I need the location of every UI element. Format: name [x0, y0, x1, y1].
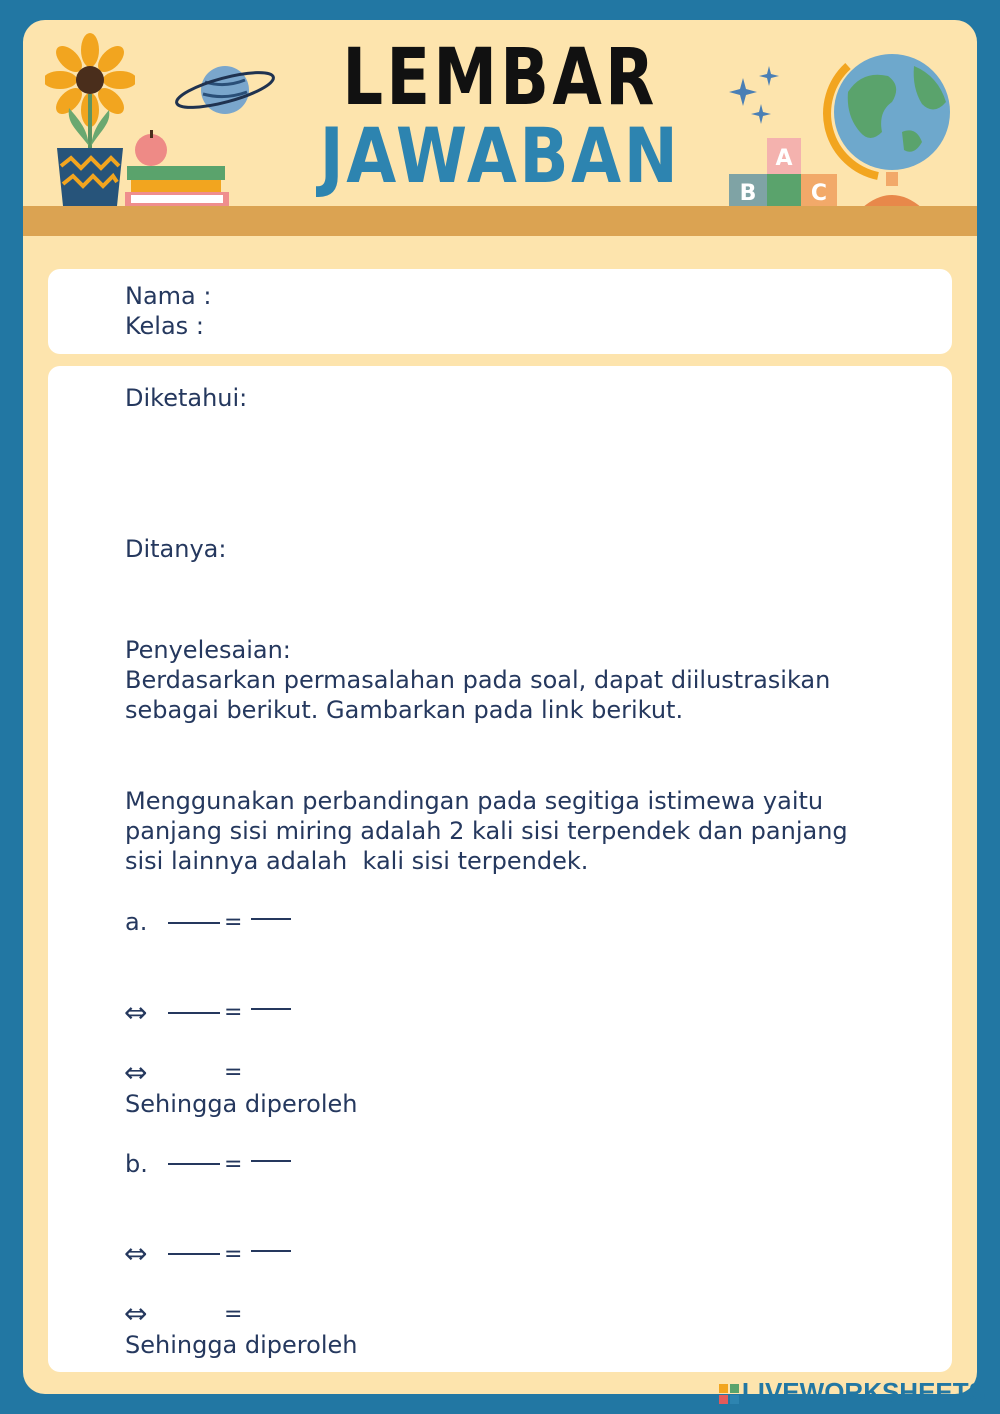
title-jawaban: JAWABAN	[319, 111, 681, 200]
part-a-fraction-bar-left	[168, 922, 220, 924]
part-a-fraction-bar-right	[251, 918, 291, 920]
part-a-fraction-bar-left-2	[168, 1012, 220, 1014]
part-a-fraction-bar-right-2	[251, 1008, 291, 1010]
part-b-fraction-bar-left	[168, 1163, 220, 1165]
part-b-arrow-1: ⇔	[124, 1237, 148, 1270]
part-b-fraction-bar-right	[251, 1160, 291, 1162]
globe-icon	[818, 46, 958, 208]
ratio-text-line1: Menggunakan perbandingan pada segitiga istimewa yaitu	[125, 787, 824, 815]
part-b-arrow-2: ⇔	[124, 1297, 148, 1330]
liveworksheets-watermark	[719, 1377, 986, 1408]
part-b-equals-3: =	[224, 1302, 243, 1327]
part-b-conclusion: Sehingga diperoleh	[125, 1331, 358, 1359]
asked-heading: Ditanya:	[125, 535, 227, 563]
ratio-text-line2: panjang sisi miring adalah 2 kali sisi terpendek dan panjang	[125, 817, 848, 845]
part-a-equals-2: =	[224, 1000, 243, 1025]
part-b-fraction-bar-right-2	[251, 1250, 291, 1252]
worksheet-paper	[23, 20, 977, 1394]
solution-text-line1: Berdasarkan permasalahan pada soal, dapat diilustrasikan	[125, 666, 831, 694]
part-b-equals-1: =	[224, 1152, 243, 1177]
block-letter-a: A	[775, 146, 793, 171]
title-lembar: LEMBAR	[342, 33, 658, 123]
ratio-text-line3: sisi lainnya adalah kali sisi terpendek.	[125, 847, 589, 875]
part-b-equals-2: =	[224, 1242, 243, 1267]
part-a-conclusion: Sehingga diperoleh	[125, 1090, 358, 1118]
class-label: Kelas :	[125, 312, 204, 340]
part-a-arrow-1: ⇔	[124, 996, 148, 1029]
part-a-arrow-2: ⇔	[124, 1056, 148, 1089]
part-b-fraction-bar-left-2	[168, 1253, 220, 1255]
identity-card	[48, 269, 952, 354]
block-letter-b: B	[739, 181, 757, 206]
name-label: Nama :	[125, 282, 212, 310]
part-b-label: b.	[125, 1150, 148, 1178]
part-a-equals-1: =	[224, 910, 243, 935]
known-heading: Diketahui:	[125, 384, 248, 412]
liveworksheets-logo-icon	[719, 1384, 739, 1404]
watermark-text: LIVEWORKSHEETS	[741, 1377, 986, 1407]
solution-heading: Penyelesaian:	[125, 636, 291, 664]
part-a-equals-3: =	[224, 1060, 243, 1085]
part-a-label: a.	[125, 908, 148, 936]
solution-text-line2: sebagai berikut. Gambarkan pada link berikut.	[125, 696, 684, 724]
block-letter-c: C	[810, 181, 828, 206]
shelf-bar	[23, 206, 977, 236]
sparkles-icon	[727, 64, 783, 130]
answer-card	[48, 366, 952, 1372]
